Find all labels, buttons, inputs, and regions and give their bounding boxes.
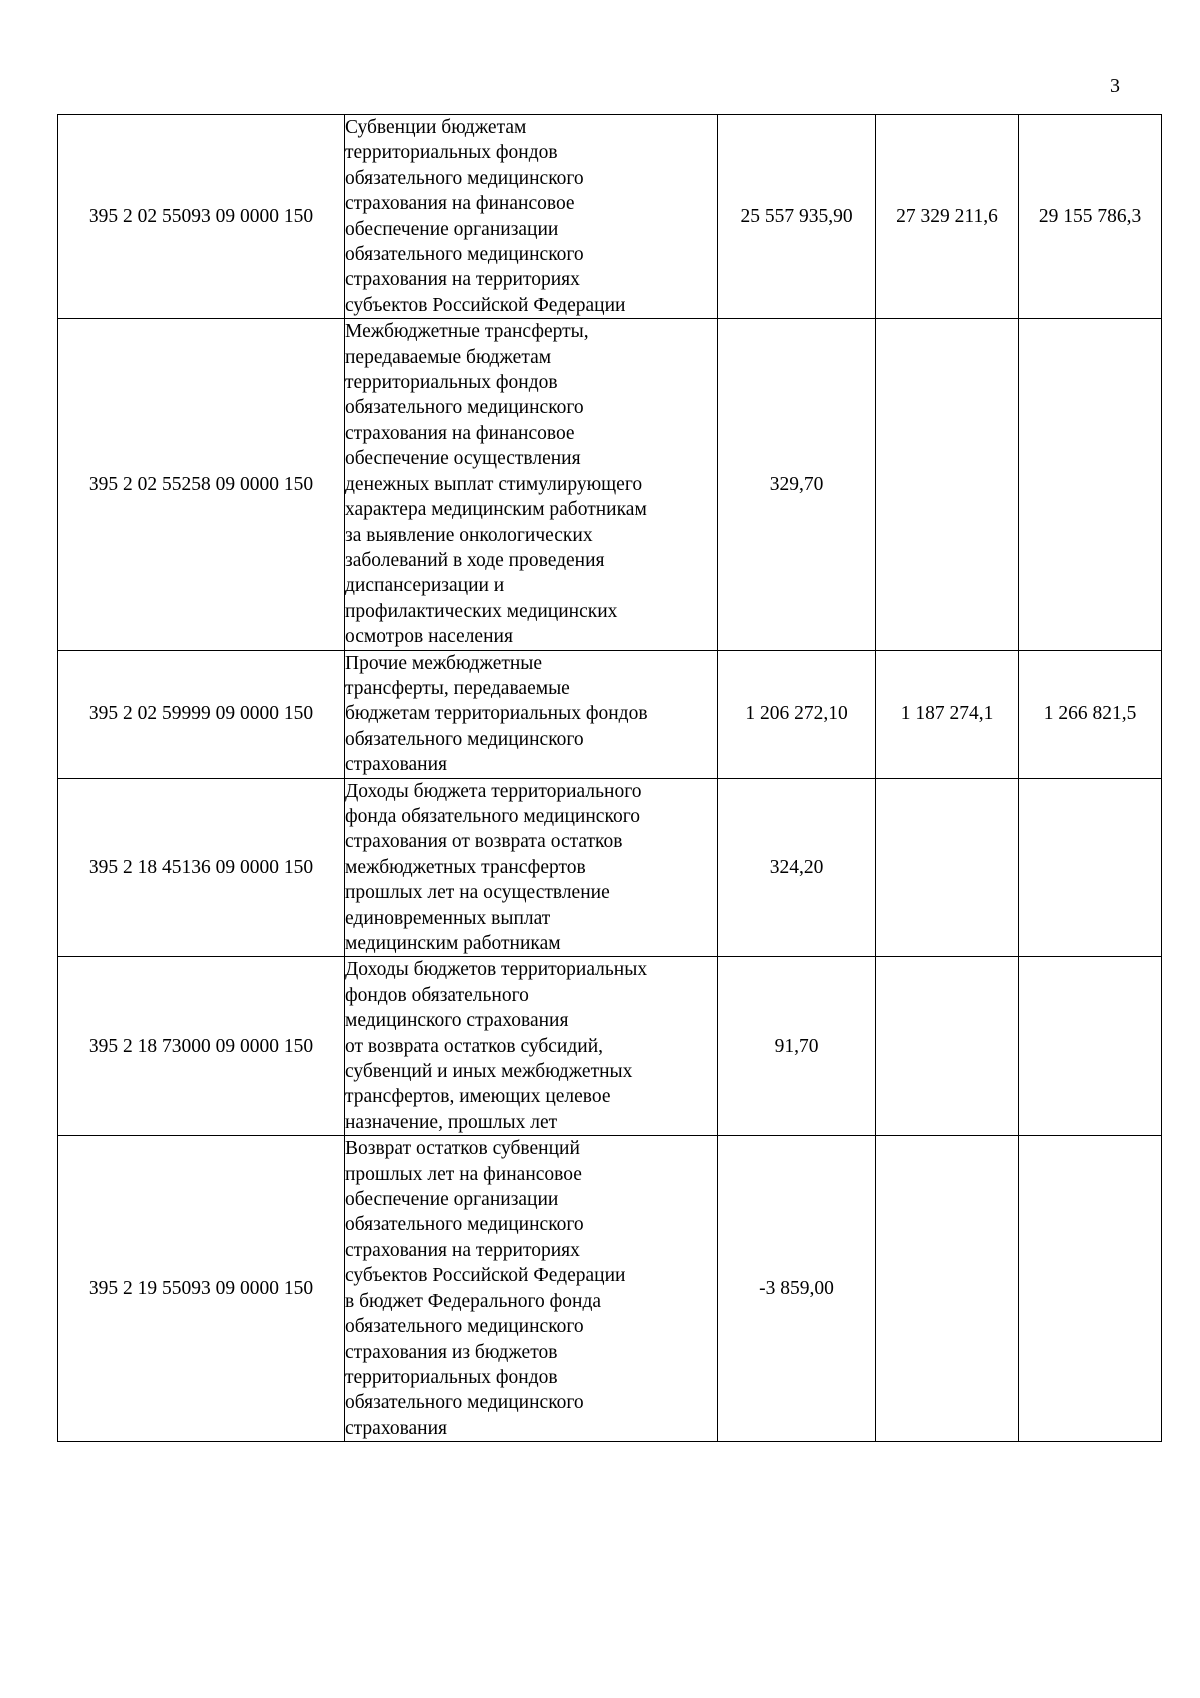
revenue-name-line: страхования на финансовое [345, 193, 575, 215]
amount-year-2-cell: 1 187 274,1 [876, 650, 1019, 778]
amount-year-1-cell: 91,70 [718, 957, 876, 1136]
revenue-name-line: назначение, прошлых лет [345, 1111, 558, 1133]
amount-year-2-cell [876, 957, 1019, 1136]
revenue-name-line: медицинского страхования [345, 1010, 569, 1032]
amount-year-3-cell [1019, 319, 1162, 650]
budget-code-cell: 395 2 02 55258 09 0000 150 [58, 319, 345, 650]
revenue-name-line: территориальных фондов [345, 142, 558, 164]
table-row [58, 1136, 1162, 1442]
revenue-name-line: Доходы бюджета территориального [345, 780, 642, 802]
budget-code-cell: 395 2 02 59999 09 0000 150 [58, 650, 345, 778]
budget-code-cell: 395 2 02 55093 09 0000 150 [58, 115, 345, 319]
revenue-name-line: передаваемые бюджетам [345, 346, 552, 368]
amount-year-1-cell: -3 859,00 [718, 1136, 876, 1442]
budget-code-cell: 395 2 18 45136 09 0000 150 [58, 778, 345, 957]
revenue-name-line: обеспечение осуществления [345, 448, 581, 470]
revenue-name-line: территориальных фондов [345, 1366, 558, 1388]
revenue-name-line: страхования на территориях [345, 1239, 580, 1261]
revenue-name-line: страхования на финансовое [345, 422, 575, 444]
revenue-name-cell [345, 1136, 718, 1442]
table-body [58, 115, 1162, 1442]
revenue-name-cell [345, 115, 718, 319]
revenue-name-line: обеспечение организации [345, 1189, 559, 1211]
revenue-name-line: фонда обязательного медицинского [345, 805, 640, 827]
revenue-name-line: Межбюджетные трансферты, [345, 321, 589, 343]
revenue-name-line: страхования [345, 754, 448, 776]
revenue-name-line: диспансеризации и [345, 575, 505, 597]
amount-year-3-cell [1019, 957, 1162, 1136]
revenue-name-line: прошлых лет на осуществление [345, 882, 610, 904]
revenue-name-line: обязательного медицинского [345, 1392, 584, 1414]
revenue-name-line: Доходы бюджетов территориальных [345, 959, 648, 981]
table-row [58, 957, 1162, 1136]
revenue-name-line: Возврат остатков субвенций [345, 1138, 580, 1160]
revenue-name-line: территориальных фондов [345, 372, 558, 394]
revenue-name-cell [345, 319, 718, 650]
revenue-name-line: обязательного медицинского [345, 1214, 584, 1236]
amount-year-3-cell: 29 155 786,3 [1019, 115, 1162, 319]
budget-table [57, 114, 1162, 1442]
revenue-name-line: субъектов Российской Федерации [345, 1265, 626, 1287]
amount-year-3-cell [1019, 1136, 1162, 1442]
revenue-name-cell [345, 778, 718, 957]
revenue-name-line: страхования от возврата остатков [345, 831, 623, 853]
revenue-name-line: субвенций и иных межбюджетных [345, 1061, 633, 1083]
revenue-name-line: межбюджетных трансфертов [345, 856, 586, 878]
revenue-name-line: трансфертов, имеющих целевое [345, 1086, 611, 1108]
revenue-name-line: от возврата остатков субсидий, [345, 1035, 604, 1057]
revenue-name-line: обязательного медицинского [345, 167, 584, 189]
revenue-name-line: трансферты, передаваемые [345, 677, 570, 699]
amount-year-3-cell [1019, 778, 1162, 957]
revenue-name-line: Прочие межбюджетные [345, 652, 543, 674]
amount-year-2-cell [876, 1136, 1019, 1442]
revenue-name-line: обеспечение организации [345, 218, 559, 240]
page-number: 3 [1110, 75, 1120, 97]
revenue-name-line: субъектов Российской Федерации [345, 294, 626, 316]
revenue-name-line: в бюджет Федерального фонда [345, 1290, 602, 1312]
revenue-name-line: страхования на территориях [345, 269, 580, 291]
amount-year-2-cell [876, 778, 1019, 957]
revenue-name-line: денежных выплат стимулирующего [345, 473, 643, 495]
amount-year-2-cell [876, 319, 1019, 650]
table-row [58, 319, 1162, 650]
revenue-name-line: медицинским работникам [345, 933, 561, 954]
revenue-name-line: единовременных выплат [345, 907, 551, 929]
revenue-name-line: прошлых лет на финансовое [345, 1163, 582, 1185]
budget-code-cell: 395 2 19 55093 09 0000 150 [58, 1136, 345, 1442]
revenue-name-cell [345, 957, 718, 1136]
revenue-name-line: заболеваний в ходе проведения [345, 549, 605, 571]
revenue-name-line: обязательного медицинского [345, 1316, 584, 1338]
table-row [58, 650, 1162, 778]
revenue-name-line: страхования из бюджетов [345, 1341, 558, 1363]
revenue-name-line: бюджетам территориальных фондов [345, 703, 648, 725]
amount-year-1-cell: 324,20 [718, 778, 876, 957]
amount-year-3-cell: 1 266 821,5 [1019, 650, 1162, 778]
table-row [58, 115, 1162, 319]
amount-year-1-cell: 1 206 272,10 [718, 650, 876, 778]
revenue-name-line: обязательного медицинского [345, 728, 584, 750]
table-row [58, 778, 1162, 957]
amount-year-1-cell: 329,70 [718, 319, 876, 650]
revenue-name-line: обязательного медицинского [345, 397, 584, 419]
amount-year-2-cell: 27 329 211,6 [876, 115, 1019, 319]
revenue-name-line: Субвенции бюджетам [345, 117, 527, 138]
revenue-name-cell [345, 650, 718, 778]
budget-code-cell: 395 2 18 73000 09 0000 150 [58, 957, 345, 1136]
revenue-name-line: за выявление онкологических [345, 524, 593, 546]
revenue-name-line: фондов обязательного [345, 984, 529, 1006]
revenue-name-line: характера медицинским работникам [345, 499, 647, 521]
revenue-name-line: профилактических медицинских [345, 600, 618, 622]
amount-year-1-cell: 25 557 935,90 [718, 115, 876, 319]
revenue-name-line: страхования [345, 1417, 448, 1439]
revenue-name-line: обязательного медицинского [345, 244, 584, 266]
revenue-name-line: осмотров населения [345, 626, 513, 648]
